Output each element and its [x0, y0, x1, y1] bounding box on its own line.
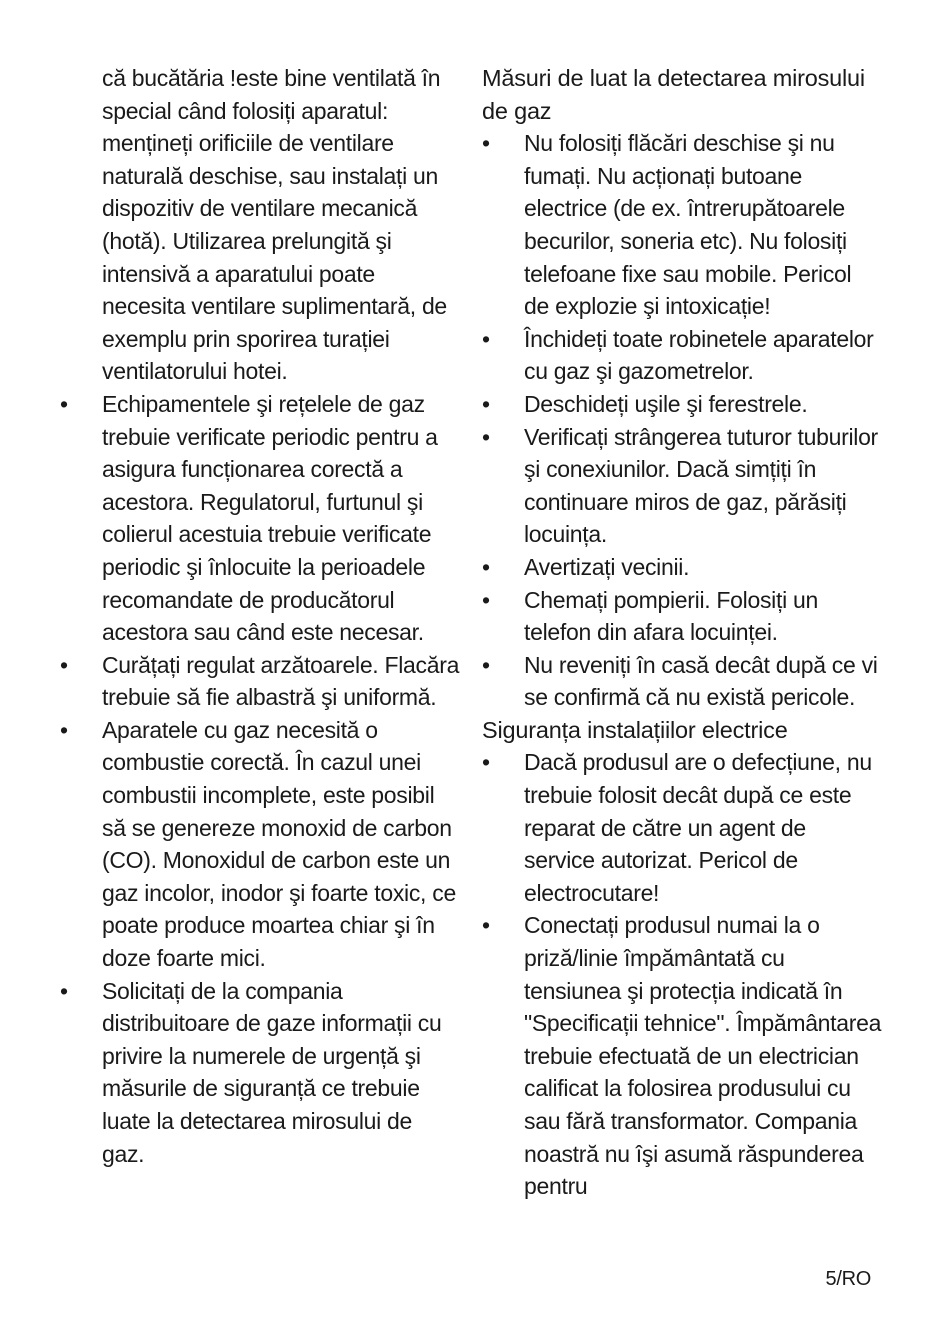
electrical-safety-heading: Siguranța instalațiilor electrice — [482, 716, 788, 743]
left-column — [60, 62, 460, 1170]
bullet-icon: • — [482, 749, 490, 776]
bullet-icon: • — [482, 325, 490, 352]
bullet-icon: • — [482, 651, 490, 678]
bullet-icon: • — [482, 423, 490, 450]
bullet-icon: • — [60, 716, 68, 743]
list-item: • Verificați strângerea tuturor tuburilor şi conexiunilor. Dacă simțiți în continuare miros de gaz, părăsiți locuința. — [482, 421, 882, 551]
list-item: • Avertizați vecinii. — [482, 551, 882, 584]
list-item: • Chemați pompierii. Folosiți un telefon din afara locuinței. — [482, 584, 882, 649]
list-item: • Nu folosiți flăcări deschise şi nu fumați. Nu acționați butoane electrice (de ex. întrerupătoarele becurilor, soneria etc). Nu folosiți telefoane fixe sau mobile. Pericol de explozie şi intoxicație! — [482, 127, 882, 323]
list-item: • Echipamentele şi rețelele de gaz trebuie verificate periodic pentru a asigura funcționarea corectă a acestora. Regulatorul, furtunul şi colierul acestuia trebuie verificate periodic şi înlocuite la perioadele recomandate de producătorul acestora sau când este necesar. — [60, 388, 460, 649]
bullet-icon: • — [482, 553, 490, 580]
electrical-safety-list — [482, 746, 882, 1202]
intro-paragraph: că bucătăria !este bine ventilată în special când folosiți aparatul: mențineți orificiile de ventilare naturală deschise, sau instalați un dispozitiv de ventilare mecanică (hotă). Utilizarea prelungită şi intensivă a aparatului poate necesita ventilare suplimentară, de exemplu prin sporirea turației ventilatorului hotei. — [102, 65, 447, 385]
gas-smell-list — [482, 127, 882, 714]
list-item: • Conectați produsul numai la o priză/linie împământată cu tensiunea şi protecția indicată în "Specificații tehnice". Împământarea trebuie efectuată de un electrician calificat la folosirea produsului cu sau fără transformator. Compania noastră nu îşi asumă răspunderea pentru — [482, 909, 882, 1202]
bullet-icon: • — [60, 390, 68, 417]
list-item: • Aparatele cu gaz necesită o combustie corectă. În cazul unei combustii incomplete, este posibil să se genereze monoxid de carbon (CO). Monoxidul de carbon este un gaz incolor, inodor şi foarte toxic, ce poate produce moartea chiar şi în doze foarte mici. — [60, 714, 460, 975]
left-bullet-list — [60, 388, 460, 1170]
page-number: 5/RO — [825, 1268, 871, 1290]
list-item: • Deschideți uşile şi ferestrele. — [482, 388, 882, 421]
list-item: • Nu reveniți în casă decât după ce vi se confirmă că nu există pericole. — [482, 649, 882, 714]
right-column — [482, 62, 882, 1203]
list-item: • Solicitați de la compania distribuitoare de gaze informații cu privire la numerele de urgență şi măsurile de siguranță ce trebuie luate la detectarea mirosului de gaz. — [60, 975, 460, 1171]
bullet-icon: • — [60, 651, 68, 678]
list-item: • Dacă produsul are o defecțiune, nu trebuie folosit decât după ce este reparat de către un agent de service autorizat. Pericol de electrocutare! — [482, 746, 882, 909]
bullet-icon: • — [482, 390, 490, 417]
bullet-icon: • — [482, 586, 490, 613]
bullet-icon: • — [60, 977, 68, 1004]
list-item: • Închideți toate robinetele aparatelor cu gaz şi gazometrelor. — [482, 323, 882, 388]
bullet-icon: • — [482, 130, 490, 157]
bullet-icon: • — [482, 912, 490, 939]
list-item: • Curățați regulat arzătoarele. Flacăra trebuie să fie albastră şi uniformă. — [60, 649, 460, 714]
gas-smell-heading: Măsuri de luat la detectarea mirosului de gaz — [482, 65, 865, 124]
